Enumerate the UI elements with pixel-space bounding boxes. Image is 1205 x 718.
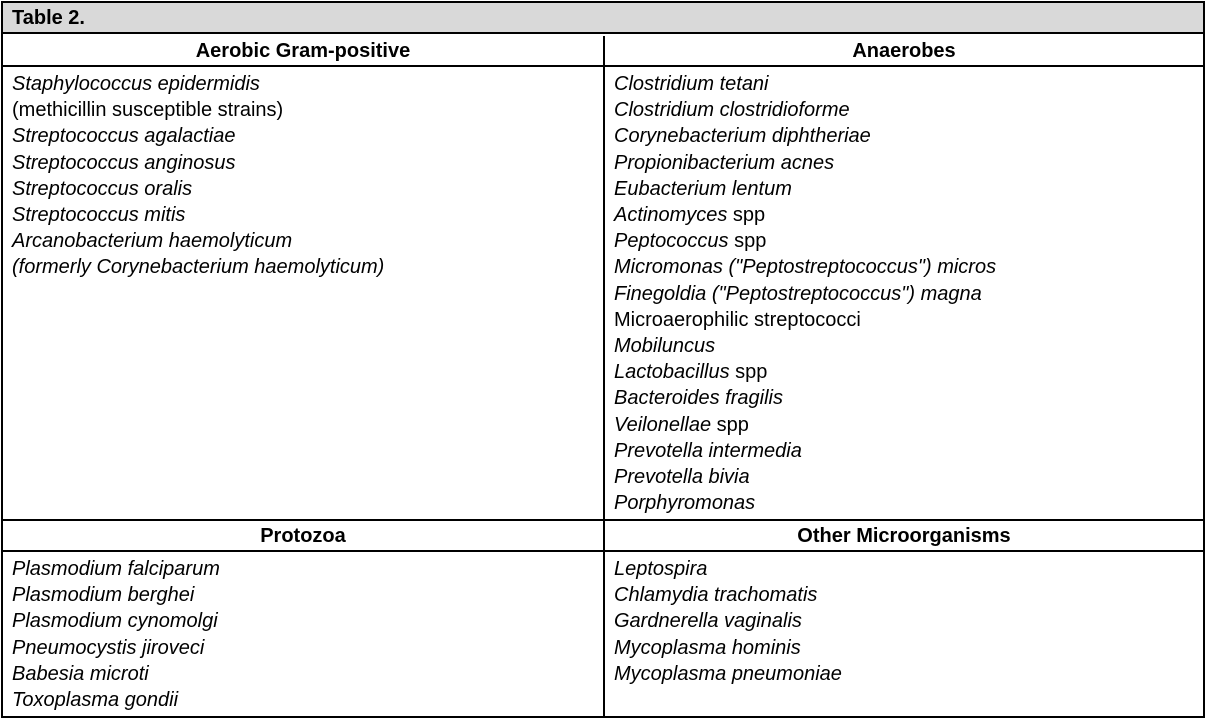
organism-entry-text: Prevotella bivia bbox=[614, 466, 750, 489]
organism-entry bbox=[614, 176, 1203, 202]
organism-entry bbox=[614, 464, 1203, 490]
organism-entry bbox=[12, 97, 603, 123]
column-header-anaerobes: Anaerobes bbox=[605, 36, 1203, 67]
organism-entry-text: Streptococcus mitis bbox=[12, 204, 186, 227]
organism-entry bbox=[614, 123, 1203, 149]
organism-entry bbox=[614, 281, 1203, 307]
organism-table bbox=[1, 1, 1205, 718]
organism-entry bbox=[614, 438, 1203, 464]
organism-entry bbox=[614, 228, 1203, 254]
organism-entry bbox=[614, 307, 1203, 333]
organism-entry-text: Pneumocystis jiroveci bbox=[12, 636, 205, 659]
organism-entry bbox=[614, 333, 1203, 359]
organism-entry-text: (formerly Corynebacterium haemolyticum) bbox=[12, 256, 385, 279]
organism-entry bbox=[12, 150, 603, 176]
organism-entry bbox=[12, 202, 603, 228]
organism-entry-text: Chlamydia trachomatis bbox=[614, 584, 818, 607]
organism-entry-text: Clostridium clostridioforme bbox=[614, 99, 850, 122]
organism-entry-text: Prevotella intermedia bbox=[614, 439, 802, 462]
organism-entry bbox=[614, 490, 1203, 516]
organism-entry bbox=[614, 661, 1203, 687]
column-header-protozoa: Protozoa bbox=[3, 521, 603, 552]
organism-entry-text: Peptococcus bbox=[614, 230, 729, 253]
cell-protozoa bbox=[3, 552, 603, 716]
table-caption: Table 2. bbox=[3, 3, 1203, 34]
organism-entry bbox=[614, 97, 1203, 123]
organism-entry bbox=[614, 71, 1203, 97]
column-divider bbox=[603, 36, 605, 716]
organism-entry-text: Gardnerella vaginalis bbox=[614, 610, 802, 633]
organism-entry bbox=[614, 635, 1203, 661]
organism-entry-text: spp bbox=[728, 230, 767, 253]
organism-entry bbox=[614, 412, 1203, 438]
organism-entry bbox=[614, 582, 1203, 608]
organism-entry bbox=[12, 123, 603, 149]
organism-entry bbox=[12, 661, 603, 687]
organism-entry-text: Micromonas ("Peptostreptococcus") micros bbox=[614, 256, 997, 279]
organism-entry-text: Staphylococcus epidermidis bbox=[12, 73, 260, 95]
cell-aerobic-gram-positive bbox=[3, 67, 603, 519]
organism-entry-text: Clostridium tetani bbox=[614, 73, 769, 95]
organism-entry bbox=[12, 176, 603, 202]
organism-entry-text: Bacteroides fragilis bbox=[614, 387, 783, 410]
organism-entry-text: Toxoplasma gondii bbox=[12, 689, 179, 712]
organism-entry bbox=[12, 228, 603, 254]
organism-entry-text: Streptococcus agalactiae bbox=[12, 125, 236, 148]
organism-entry-text: (methicillin susceptible strains) bbox=[12, 99, 284, 122]
organism-entry-text: Corynebacterium diphtheriae bbox=[614, 125, 871, 148]
organism-entry-text: Propionibacterium acnes bbox=[614, 151, 835, 174]
organism-entry-text: spp bbox=[727, 204, 766, 227]
organism-entry bbox=[12, 254, 603, 280]
organism-entry-text: Finegoldia ("Peptostreptococcus") magna bbox=[614, 282, 982, 305]
organism-entry-text: Arcanobacterium haemolyticum bbox=[12, 230, 293, 253]
organism-entry bbox=[12, 556, 603, 582]
organism-entry bbox=[12, 582, 603, 608]
organism-entry bbox=[614, 150, 1203, 176]
organism-entry-text: Plasmodium falciparum bbox=[12, 558, 220, 580]
organism-entry-text: Plasmodium berghei bbox=[12, 584, 195, 607]
organism-entry-text: Streptococcus oralis bbox=[12, 177, 193, 200]
organism-entry-text: Lactobacillus bbox=[614, 361, 730, 384]
organism-entry-text: Actinomyces bbox=[614, 204, 728, 227]
organism-entry-text: Babesia microti bbox=[12, 662, 149, 685]
cell-anaerobes bbox=[605, 67, 1203, 519]
organism-entry-text: Plasmodium cynomolgi bbox=[12, 610, 218, 633]
organism-entry bbox=[12, 687, 603, 713]
organism-entry bbox=[12, 608, 603, 634]
organism-entry bbox=[12, 71, 603, 97]
column-header-other-microorganisms: Other Microorganisms bbox=[605, 521, 1203, 552]
organism-entry-text: Mycoplasma pneumoniae bbox=[614, 662, 842, 685]
organism-entry-text: Veilonellae bbox=[614, 413, 712, 436]
cell-other-microorganisms bbox=[605, 552, 1203, 716]
organism-entry bbox=[614, 359, 1203, 385]
organism-entry bbox=[614, 202, 1203, 228]
organism-entry-text: Mobiluncus bbox=[614, 335, 716, 358]
organism-entry-text: Microaerophilic streptococci bbox=[614, 308, 861, 331]
organism-entry bbox=[614, 608, 1203, 634]
organism-entry bbox=[614, 254, 1203, 280]
organism-entry-text: Mycoplasma hominis bbox=[614, 636, 801, 659]
organism-entry bbox=[614, 556, 1203, 582]
organism-entry-text: Streptococcus anginosus bbox=[12, 151, 236, 174]
column-header-aerobic-gram-positive: Aerobic Gram-positive bbox=[3, 36, 603, 67]
organism-entry-text: spp bbox=[729, 361, 768, 384]
organism-entry bbox=[12, 635, 603, 661]
organism-entry-text: spp bbox=[711, 413, 749, 436]
organism-entry bbox=[614, 385, 1203, 411]
organism-entry-text: Porphyromonas bbox=[614, 492, 756, 515]
organism-entry-text: Eubacterium lentum bbox=[614, 177, 792, 200]
organism-entry-text: Leptospira bbox=[614, 558, 708, 580]
